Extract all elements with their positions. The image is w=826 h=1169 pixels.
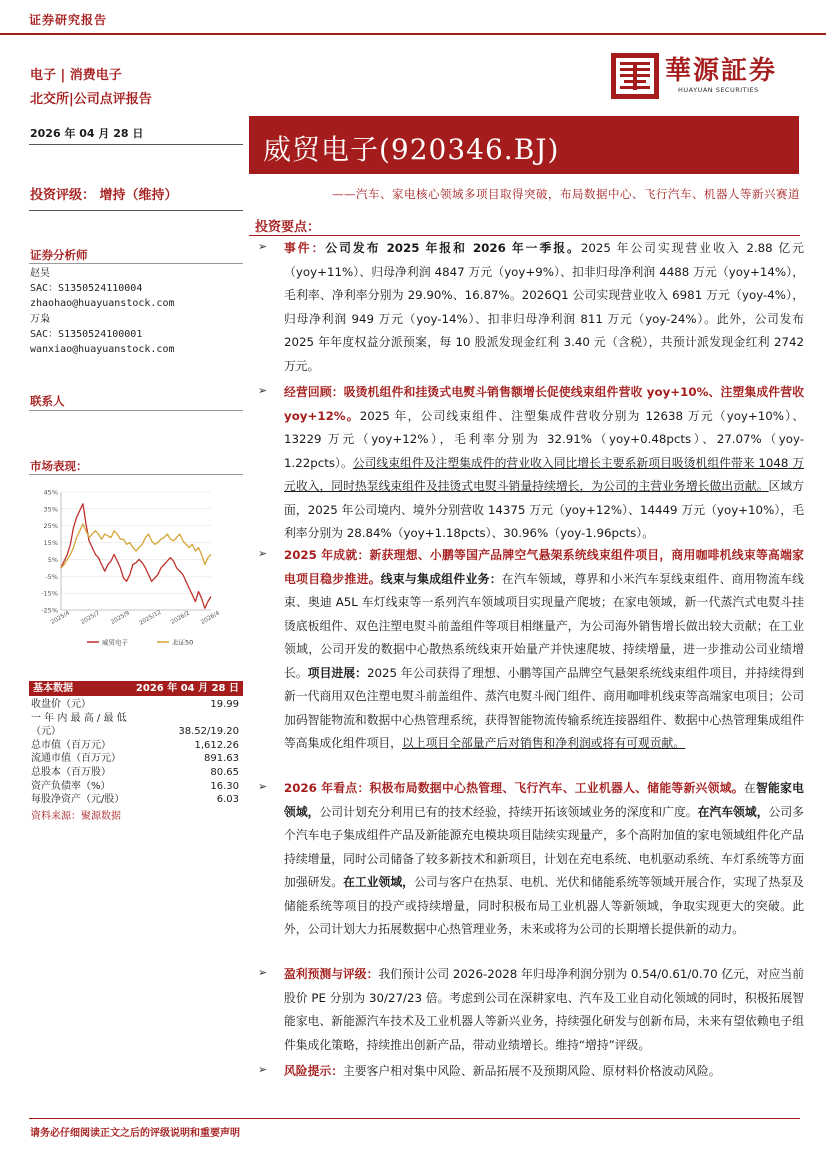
key-data-label: 总股本（百万股） bbox=[31, 766, 111, 778]
market-heading: 市场表现： bbox=[30, 459, 88, 473]
analyst-name: 赵昊 bbox=[30, 268, 50, 279]
analyst-heading: 证券分析师 bbox=[30, 248, 88, 262]
key-data-value: 1,612.26 bbox=[194, 739, 239, 751]
table-row bbox=[29, 766, 243, 780]
market-performance-chart bbox=[29, 482, 243, 654]
legend-label: 威贸电子 bbox=[102, 638, 128, 647]
point-event bbox=[258, 240, 804, 380]
analyst-sac: SAC：S1350524110004 bbox=[30, 283, 143, 295]
series-line-index bbox=[61, 524, 211, 568]
key-data-label: 每股净资产（元/股） bbox=[31, 794, 125, 806]
report-category: 北交所|公司点评报告 bbox=[30, 92, 152, 107]
bullet-arrow-icon: ➢ bbox=[258, 384, 268, 397]
point-highlight: 新获理想、小鹏等国产品牌空气悬架系统线束组件项目，商用咖啡机线束等高端家电项目稳步推进。 bbox=[284, 548, 804, 586]
point-paragraph bbox=[284, 381, 804, 546]
point-label: 事件： bbox=[284, 241, 326, 255]
bullet-arrow-icon: ➢ bbox=[258, 966, 268, 979]
point-highlight: 积极布局数据中心热管理、飞行汽车、工业机器人、储能等新兴领域。 bbox=[369, 781, 744, 795]
point-text: 在汽车领域，尊界和小米汽车泵线束组件、商用物流车线束、奥迪 A5L 车灯线束等一系列汽车领域项目实现量产爬坡；在家电领域，新一代蒸汽式电熨斗挂烫底板组件、双色注塑电熨斗前盖组件等项目相继量产，为公司海外销售增长做出较大贡献；在工业领域，公司开发的数据中心散热系统线束开始量产并快速爬坡、持续增量，进一步推动公司业绩增长。 bbox=[284, 571, 804, 680]
y-tick-label: -5% bbox=[45, 572, 58, 581]
point-subheading: 在工业领域， bbox=[343, 875, 414, 889]
point-label: 盈利预测与评级： bbox=[284, 967, 379, 981]
table-row bbox=[29, 739, 243, 753]
key-data-header bbox=[29, 681, 243, 696]
left-divider bbox=[29, 210, 243, 211]
point-text: 公司与客户在热泵、电机、光伏和储能系统等领域开展合作，实现了热泵及储能系统等项目的投产或持续增量，同时积极布局工业机器人等新领域，争取实现更大的突破。此外，公司计划大力拓展数据中心热管理业务，未来或将为公司的长期增长提供新的动力。 bbox=[284, 875, 804, 936]
point-text: 区域方面，2025 年公司境内、境外分别营收 14375 万元（yoy+12%）、14449 万元（yoy+10%），毛利率分别为 28.84%（yoy+1.18pcts）、30.96%（yoy-1.96pcts）。 bbox=[284, 479, 804, 540]
y-tick-label: 5% bbox=[47, 555, 58, 564]
table-row bbox=[29, 698, 243, 712]
point-text: 2025 年，公司线束组件、注塑集成件营收分别为 12638 万元（yoy+10%）、13229 万元（yoy+12%），毛利率分别为 32.91%（yoy+0.48pcts）、27.07%（yoy-1.22pcts）。 bbox=[284, 408, 805, 470]
key-data-value: 16.30 bbox=[210, 780, 239, 792]
key-data-table bbox=[29, 698, 243, 822]
points-divider bbox=[249, 235, 800, 236]
key-data-value: 6.03 bbox=[216, 794, 239, 806]
y-tick-label: -15% bbox=[41, 589, 58, 598]
x-tick-label: 2025/4 bbox=[50, 610, 71, 626]
point-subheading: 线束与集成组件业务： bbox=[380, 571, 502, 586]
section-divider bbox=[29, 410, 243, 411]
point-underlined-text: 公司线束组件及注塑集成件的营业收入同比增长主要系新项目吸烫机组件带来 1048 万元收入，同时热泵线束组件及挂烫式电熨斗销量持续增长，为公司的主营业务增长做出贡献。 bbox=[284, 455, 804, 493]
brand-name-cn: 華源証券 bbox=[665, 56, 778, 86]
page-title: 威贸电子(920346.BJ) bbox=[263, 133, 560, 166]
key-data-date: 2026 年 04 月 28 日 bbox=[135, 683, 239, 694]
investment-points-heading: 投资要点： bbox=[255, 220, 321, 235]
brand-name-en: HUAYUAN SECURITIES bbox=[678, 86, 759, 94]
legend-label: 北证50 bbox=[172, 638, 194, 647]
contact-heading: 联系人 bbox=[30, 394, 65, 408]
rating-label: 投资评级： bbox=[30, 188, 96, 203]
point-highlight: 吸烫机组件和挂烫式电熨斗销售额增长促使线束组件营收 yoy+10%、注塑集成件营收 yoy+12%。 bbox=[284, 385, 804, 423]
analyst-sac: SAC：S1350524100001 bbox=[30, 328, 143, 340]
table-row bbox=[29, 712, 243, 726]
report-date: 2026 年 04 月 28 日 bbox=[30, 127, 144, 140]
bullet-arrow-icon: ➢ bbox=[258, 780, 268, 793]
point-text: 公司计划充分利用已有的技术经验，持续开拓该领域业务的深度和广度。 bbox=[319, 804, 698, 819]
key-data-value: 38.52/19.20 bbox=[178, 726, 239, 738]
bullet-arrow-icon: ➢ bbox=[258, 240, 268, 253]
bullet-arrow-icon: ➢ bbox=[258, 1063, 268, 1076]
point-paragraph bbox=[284, 237, 804, 378]
key-data-label: 流通市值（百万元） bbox=[31, 753, 121, 765]
y-tick-label: 45% bbox=[43, 488, 58, 497]
key-data-label: 总市值（百万元） bbox=[31, 739, 111, 751]
key-data-label: （元） bbox=[31, 726, 61, 738]
key-data-value: 891.63 bbox=[204, 753, 239, 765]
x-tick-label: 2026/2 bbox=[170, 610, 191, 626]
bullet-arrow-icon: ➢ bbox=[258, 547, 268, 560]
key-data-value: 19.99 bbox=[210, 699, 239, 710]
table-row bbox=[29, 793, 243, 807]
point-text: 2025 年公司获得了理想、小鹏等国产品牌空气悬架系统线束组件项目，并持续得到新一代商用双色注塑电熨斗前盖组件、蒸汽电熨斗阀门组件、商用咖啡机线束等高端家电项目；公司加码智能物流和数据中心热管理系统，获得智能物流传输系统连接器组件、数据中心热管理集成组件等高集成化组件项目， bbox=[284, 665, 804, 750]
key-data-title: 基本数据 bbox=[33, 683, 73, 694]
x-tick-label: 2026/4 bbox=[200, 610, 221, 626]
huayuan-logo-icon bbox=[611, 53, 659, 99]
point-text: 在 bbox=[743, 781, 756, 795]
key-data-value: 80.65 bbox=[210, 766, 239, 778]
point-business-review bbox=[258, 384, 805, 540]
point-label: 经营回顾： bbox=[284, 385, 344, 399]
table-row bbox=[29, 725, 243, 739]
table-row bbox=[29, 780, 243, 794]
point-label: 风险提示： bbox=[284, 1064, 343, 1078]
x-tick-label: 2025/12 bbox=[138, 609, 163, 627]
point-subheading: 智能家电领域， bbox=[284, 781, 804, 819]
x-tick-label: 2025/9 bbox=[110, 610, 131, 626]
y-tick-label: 25% bbox=[43, 522, 58, 531]
point-risk bbox=[258, 1063, 800, 1087]
left-divider bbox=[29, 144, 243, 145]
point-forecast-rating bbox=[258, 966, 804, 1056]
series-line-stock bbox=[61, 504, 211, 609]
section-divider bbox=[29, 474, 243, 475]
analyst-name: 万枭 bbox=[30, 313, 50, 325]
analyst-list bbox=[30, 266, 175, 357]
y-tick-label: 15% bbox=[43, 539, 58, 548]
industry-category: 电子 | 消费电子 bbox=[30, 68, 122, 83]
y-tick-label: 35% bbox=[43, 505, 58, 514]
key-data-label: 一 年 内 最 高 / 最 低 bbox=[31, 712, 127, 724]
point-subheading: 项目进展： bbox=[307, 665, 368, 680]
footer-notice: 请务必仔细阅读正文之后的评级说明和重要声明 bbox=[30, 1128, 240, 1139]
page-subtitle: ——汽车、家电核心领域多项目取得突破，布局数据中心、飞行汽车、机器人等新兴赛道 bbox=[332, 187, 800, 201]
point-2026-highlights bbox=[258, 780, 804, 960]
point-underlined-text: 以上项目全部量产后对销售和净利润或将有可观贡献。 bbox=[401, 736, 686, 750]
analyst-email[interactable]: zhaohao@huayuanstock.com bbox=[30, 298, 175, 310]
point-text: 主要客户相对集中风险、新品拓展不及预期风险、原材料价格波动风险。 bbox=[343, 1064, 721, 1078]
table-row bbox=[29, 752, 243, 766]
key-data-label: 资产负债率（%） bbox=[31, 780, 111, 792]
key-data-label: 收盘价（元） bbox=[31, 699, 91, 710]
point-paragraph bbox=[284, 544, 804, 756]
point-label: 2025 年成就： bbox=[284, 548, 370, 562]
point-paragraph bbox=[284, 777, 804, 942]
x-tick-label: 2025/7 bbox=[80, 610, 101, 626]
point-paragraph bbox=[284, 963, 804, 1057]
y-tick-label: -25% bbox=[41, 606, 58, 615]
rating-value: 增持（维持） bbox=[99, 188, 178, 203]
investment-rating bbox=[30, 184, 178, 203]
footer-divider bbox=[29, 1118, 800, 1119]
analyst-email[interactable]: wanxiao@huayuanstock.com bbox=[30, 344, 175, 356]
point-highlight: 公司发布 2025 年报和 2026 年一季报。 bbox=[325, 241, 581, 255]
key-data-source: 资料来源：聚源数据 bbox=[31, 810, 121, 822]
point-text: 2025 年公司实现营业收入 2.88 亿元（yoy+11%）、归母净利润 4847 万元（yoy+9%）、扣非归母净利润 4488 万元（yoy+14%），毛利率、净利率分别为 29.90%、16.87%。2026Q1 公司实现营业收入 6981 万元（yoy-4%），归母净利润 949 万元（yoy-14%）、扣非归母净利润 811 万元（yoy-24%）。此外，公司发布 2025 年年度权益分派预案，每 10 股派发现金红利 3.40 元（含税），共预计派发现金红利 2742 万元。 bbox=[284, 241, 804, 373]
point-2025-achievements bbox=[258, 547, 804, 767]
report-type-label: 证券研究报告 bbox=[29, 13, 108, 27]
header-divider bbox=[0, 33, 826, 35]
point-text: 公司多个汽车电子集成组件产品及新能源充电模块项目陆续实现量产，多个高附加值的家电领域组件化产品持续增量，同时公司储备了较多新技术和新项目，计划在充电系统、电机驱动系统、车灯系统等方面加强研发。 bbox=[284, 804, 804, 889]
point-text: 我们预计公司 2026-2028 年归母净利润分别为 0.54/0.61/0.70 亿元，对应当前股价 PE 分别为 30/27/23 倍。考虑到公司在深耕家电、汽车及工业自动化领域的同时，积极拓展智能家电、新能源汽车技术及工业机器人等新兴业务，持续强化研发与创新布局，未来有望依赖电子组件集成化策略，持续推出创新产品，带动业绩增长。维持“增持”评级。 bbox=[284, 967, 804, 1052]
point-label: 2026 年看点： bbox=[284, 781, 370, 795]
section-divider bbox=[29, 263, 243, 264]
point-paragraph bbox=[284, 1060, 804, 1084]
point-subheading: 在汽车领域， bbox=[697, 804, 769, 819]
